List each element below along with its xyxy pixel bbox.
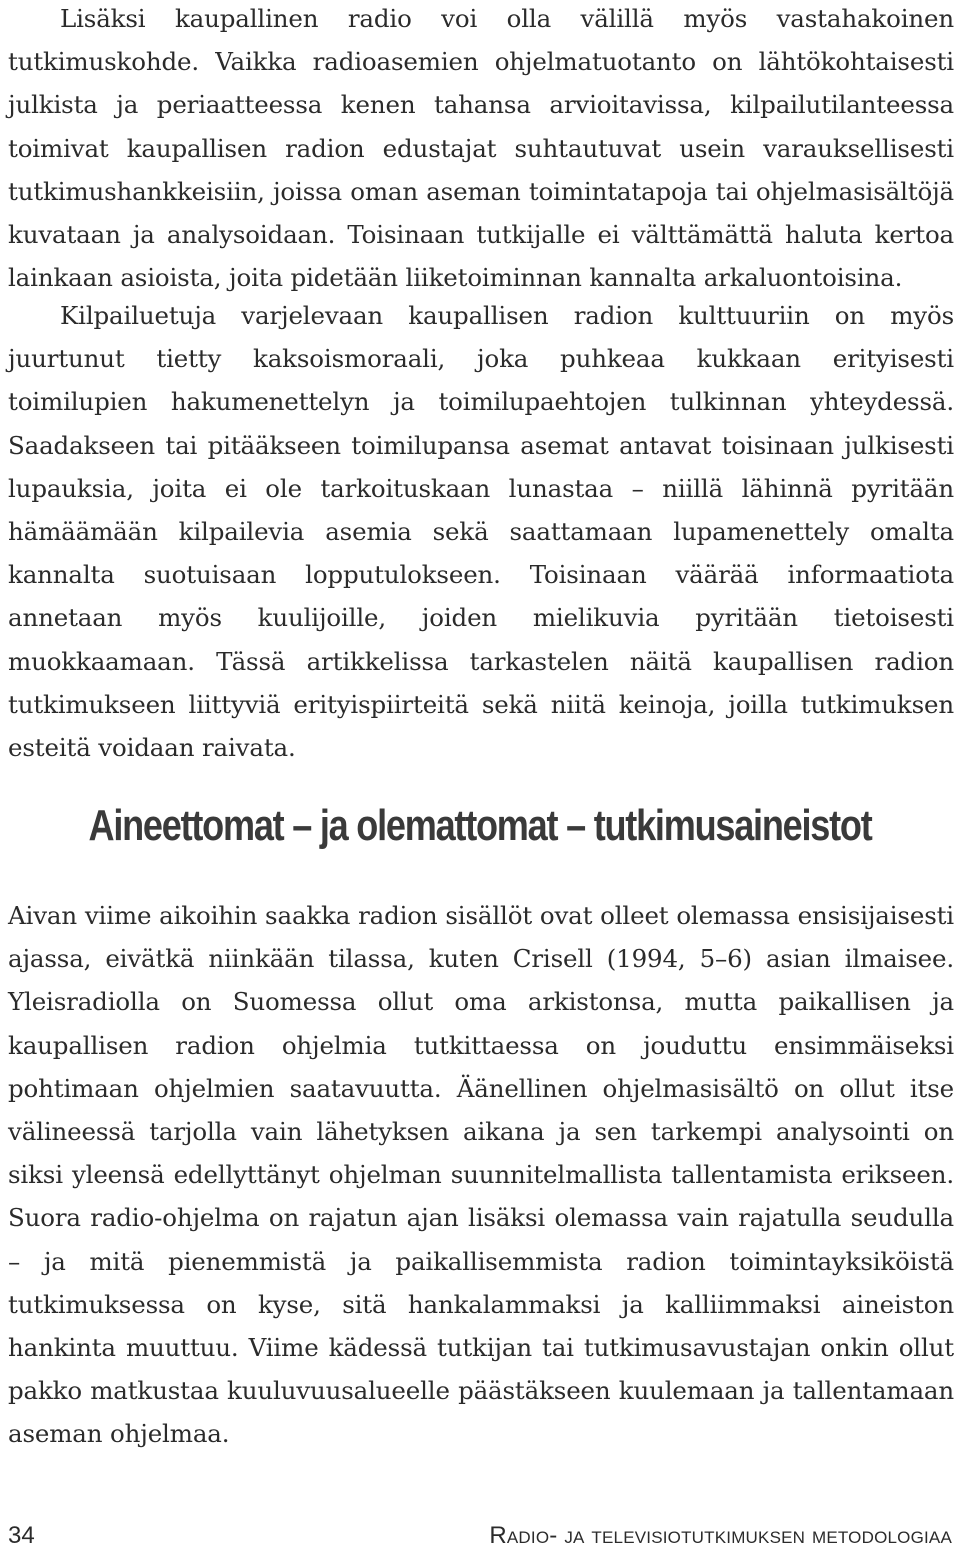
- section-heading: Aineettomat – ja olemattomat – tutkimusaineistot: [88, 801, 872, 850]
- paragraph-double-morality: Kilpailuetuja varjelevaan kaupallisen radion kulttuuriin on myös juurtunut tietty kaksoismoraali, joka puhkeaa kukkaan erityisesti toimilupien hakumenettelyn ja toimilupaehtojen tulkinnan yhteydessä. Saadakseen tai pitääkseen toimilupansa asemat antavat toisinaan julkisesti lupauksia, joita ei ole tarkoituskaan lunastaa – niillä lähinnä pyritään hämäämään kilpailevia asemia sekä saattamaan lupamenettely omalta kannalta suotuisaan lopputulokseen. Toisinaan väärää informaatiota annetaan myös kuulijoille, joiden mielikuvia pyritään tietoisesti muokkaamaan. Tässä artikkelissa tarkastelen näitä kaupallisen radion tutkimukseen liittyviä erityispiirteitä sekä niitä keinoja, joilla tutkimuksen esteitä voidaan raivata.: [8, 301, 954, 763]
- paragraph-research-materials: Aivan viime aikoihin saakka radion sisällöt ovat olleet olemassa ensisijaisesti ajassa, eivätkä niinkään tilassa, kuten Crisell (1994, 5–6) asian ilmaisee. Yleisradiolla on Suomessa ollut oma arkistonsa, mutta paikallisen ja kaupallisen radion ohjelmia tutkittaessa on jouduttu ensimmäiseksi pohtimaan ohjelmien saatavuutta. Äänellinen ohjelmasisältö on ollut itse välineessä tarjolla vain lähetyksen aikana ja sen tarkempi analysointi on siksi yleensä edellyttänyt ohjelman suunnitelmallista tallentamista erikseen. Suora radio-ohjelma on rajatun ajan lisäksi olemassa vain rajatulla seudulla – ja mitä pienemmistä ja paikallisemmista radion toimintayksiköistä tutkimuksessa on kyse, sitä hankalammaksi ja kalliimmaksi aineiston hankinta muuttuu. Viime kädessä tutkijan tai tutkimusavustajan onkin ollut pakko matkustaa kuuluvuusalueelle päästäkseen kuulemaan ja tallentamaan aseman ohjelmaa.: [8, 901, 954, 1449]
- running-footer-title: Radio- ja televisiotutkimuksen metodologiaa: [489, 1522, 952, 1549]
- paragraph-commercial-radio-research: Lisäksi kaupallinen radio voi olla välillä myös vastahakoinen tutkimuskohde. Vaikka radioasemien ohjelmatuotanto on lähtökohtaisesti julkista ja periaatteessa kenen tahansa arvioitavissa, kilpailutilanteessa toimivat kaupallisen radion edustajat suhtautuvat usein varauksellisesti tutkimushankkeisiin, joissa oman aseman toimintatapoja tai ohjelmasisältöjä kuvataan ja analysoidaan. Toisinaan tutkijalle ei välttämättä haluta kertoa lainkaan asioista, joita pidetään liiketoiminnan kannalta arkaluontoisina.: [8, 4, 954, 293]
- page-number: 34: [8, 1522, 35, 1549]
